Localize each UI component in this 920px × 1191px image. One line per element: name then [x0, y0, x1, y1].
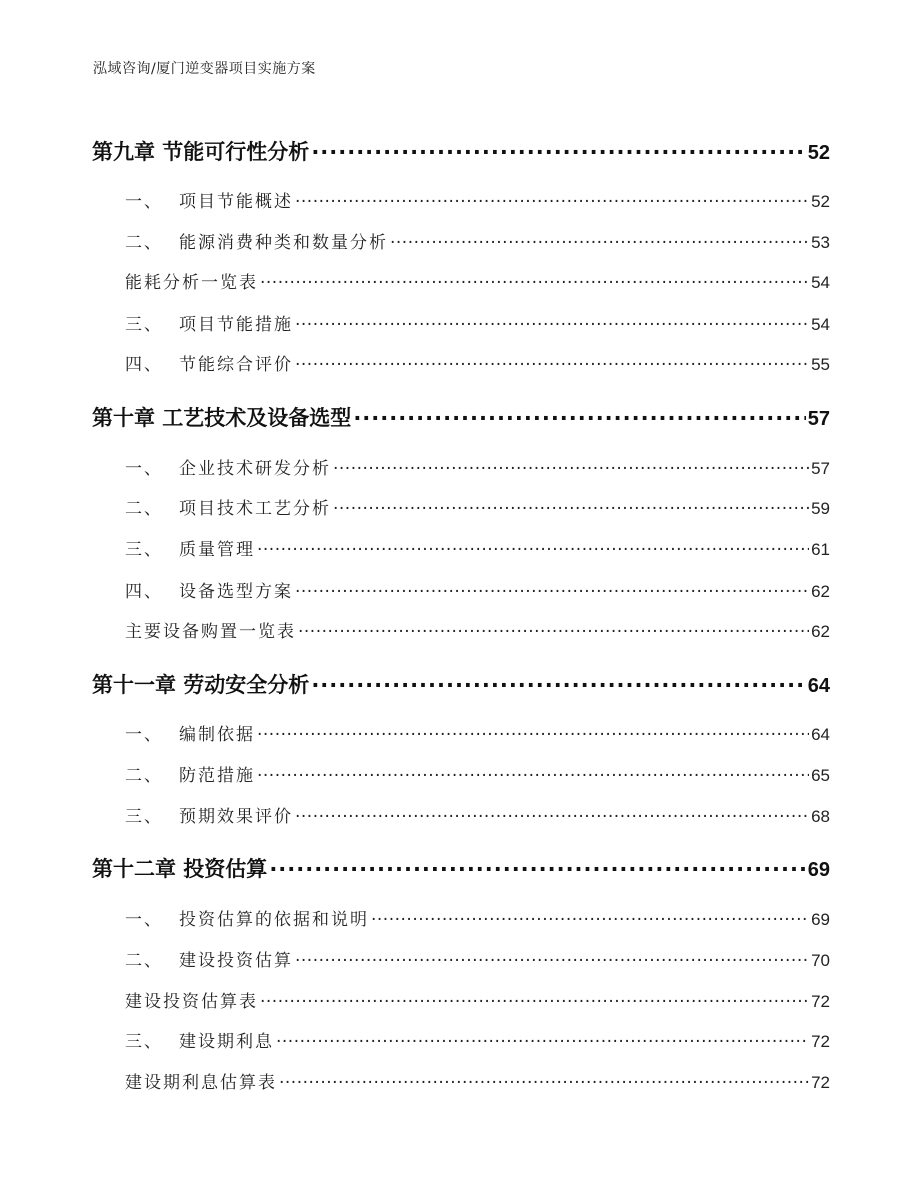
toc-dot-leader — [295, 805, 809, 822]
toc-section-entry[interactable] — [125, 535, 830, 560]
toc-entry-number: 三、 — [125, 807, 163, 827]
toc-dot-leader — [295, 949, 809, 966]
toc-entry-title: 质量管理 — [179, 540, 255, 560]
toc-entry-title: 建设投资估算 — [179, 951, 293, 971]
toc-entry-title: 企业技术研发分析 — [179, 459, 331, 479]
toc-section-entry[interactable] — [125, 720, 830, 745]
toc-page-number: 72 — [811, 1073, 830, 1092]
toc-chapter-entry[interactable] — [92, 136, 830, 166]
toc-page-number: 69 — [811, 910, 830, 929]
toc-page-number: 53 — [811, 233, 830, 252]
toc-entry-title: 第十二章 投资估算 — [92, 857, 268, 881]
toc-section-entry[interactable] — [125, 987, 830, 1012]
toc-page-number: 65 — [811, 766, 830, 785]
toc-entry-title: 建设投资估算表 — [125, 992, 258, 1012]
toc-entry-title: 设备选型方案 — [179, 582, 293, 602]
toc-entry-number: 三、 — [125, 1032, 163, 1052]
toc-page-number: 61 — [811, 540, 830, 559]
toc-dot-leader — [295, 353, 809, 370]
toc-dot-leader — [295, 313, 809, 330]
toc-entry-number: 三、 — [125, 315, 163, 335]
toc-chapter-entry[interactable] — [92, 853, 830, 883]
toc-entry-number: 二、 — [125, 766, 163, 786]
toc-entry-number: 二、 — [125, 951, 163, 971]
toc-entry-title: 防范措施 — [179, 766, 255, 786]
toc-entry-number: 四、 — [125, 582, 163, 602]
toc-dot-leader — [295, 190, 809, 207]
toc-entry-number: 二、 — [125, 499, 163, 519]
toc-section-entry[interactable] — [125, 1027, 830, 1052]
toc-entry-title: 项目节能措施 — [179, 315, 293, 335]
toc-entry-number: 一、 — [125, 725, 163, 745]
toc-dot-leader — [260, 990, 809, 1007]
toc-page-number: 69 — [807, 859, 830, 881]
toc-entry-number: 一、 — [125, 459, 163, 479]
toc-section-entry[interactable] — [125, 494, 830, 519]
toc-section-entry[interactable] — [125, 310, 830, 335]
toc-entry-title: 建设期利息 — [179, 1032, 274, 1052]
toc-section-entry[interactable] — [125, 617, 830, 642]
toc-dot-leader — [257, 538, 809, 555]
toc-section-entry[interactable] — [125, 905, 830, 930]
toc-dot-leader — [260, 271, 809, 288]
toc-page-number: 70 — [811, 951, 830, 970]
toc-entry-number: 一、 — [125, 910, 163, 930]
toc-entry-title: 能源消费种类和数量分析 — [179, 233, 388, 253]
toc-entry-title: 项目节能概述 — [179, 192, 293, 212]
toc-section-entry[interactable] — [125, 577, 830, 602]
toc-dot-leader — [333, 497, 809, 514]
toc-dot-leader — [311, 138, 805, 159]
toc-dot-leader — [279, 1071, 809, 1088]
toc-dot-leader — [298, 620, 809, 637]
toc-entry-title: 第十章 工艺技术及设备选型 — [92, 406, 352, 430]
toc-page-number: 62 — [811, 622, 830, 641]
toc-dot-leader — [276, 1030, 809, 1047]
toc-section-entry[interactable] — [125, 454, 830, 479]
toc-section-entry[interactable] — [125, 761, 830, 786]
toc-dot-leader — [269, 855, 805, 876]
toc-dot-leader — [390, 231, 809, 248]
toc-entry-title: 建设期利息估算表 — [125, 1073, 277, 1093]
toc-entry-title: 第九章 节能可行性分析 — [92, 140, 310, 164]
toc-dot-leader — [311, 671, 805, 692]
toc-chapter-entry[interactable] — [92, 669, 830, 699]
toc-entry-number: 四、 — [125, 355, 163, 375]
toc-entry-number: 一、 — [125, 192, 163, 212]
toc-page-number: 64 — [807, 675, 830, 697]
toc-entry-title: 能耗分析一览表 — [125, 273, 258, 293]
toc-section-entry[interactable] — [125, 802, 830, 827]
toc-section-entry[interactable] — [125, 228, 830, 253]
toc-page-number: 68 — [811, 807, 830, 826]
toc-section-entry[interactable] — [125, 187, 830, 212]
toc-page-number: 62 — [811, 582, 830, 601]
toc-entry-title: 节能综合评价 — [179, 355, 293, 375]
toc-entry-title: 第十一章 劳动安全分析 — [92, 673, 310, 697]
toc-page-number: 54 — [811, 273, 830, 292]
toc-page-number: 52 — [811, 192, 830, 211]
toc-entry-number: 二、 — [125, 233, 163, 253]
page-header: 泓域咨询/厦门逆变器项目实施方案 — [93, 61, 316, 77]
toc-entry-title: 预期效果评价 — [179, 807, 293, 827]
toc-entry-title: 编制依据 — [179, 725, 255, 745]
toc-page-number: 59 — [811, 499, 830, 518]
toc-section-entry[interactable] — [125, 946, 830, 971]
toc-dot-leader — [257, 723, 809, 740]
toc-section-entry[interactable] — [125, 268, 830, 293]
toc-page-number: 57 — [811, 459, 830, 478]
toc-page-number: 55 — [811, 355, 830, 374]
toc-dot-leader — [257, 764, 809, 781]
toc-dot-leader — [333, 457, 809, 474]
toc-entry-title: 主要设备购置一览表 — [125, 622, 296, 642]
toc-entry-title: 项目技术工艺分析 — [179, 499, 331, 519]
toc-page-number: 54 — [811, 315, 830, 334]
toc-page-number: 72 — [811, 1032, 830, 1051]
toc-dot-leader — [295, 580, 809, 597]
toc-dot-leader — [371, 908, 809, 925]
toc-page-number: 52 — [807, 142, 830, 164]
toc-entry-number: 三、 — [125, 540, 163, 560]
toc-page-number: 64 — [811, 725, 830, 744]
toc-page-number: 57 — [807, 408, 830, 430]
toc-dot-leader — [353, 404, 805, 425]
toc-entry-title: 投资估算的依据和说明 — [179, 910, 369, 930]
toc-chapter-entry[interactable] — [92, 402, 830, 432]
toc-section-entry[interactable] — [125, 1068, 830, 1093]
toc-page-number: 72 — [811, 992, 830, 1011]
toc-section-entry[interactable] — [125, 350, 830, 375]
